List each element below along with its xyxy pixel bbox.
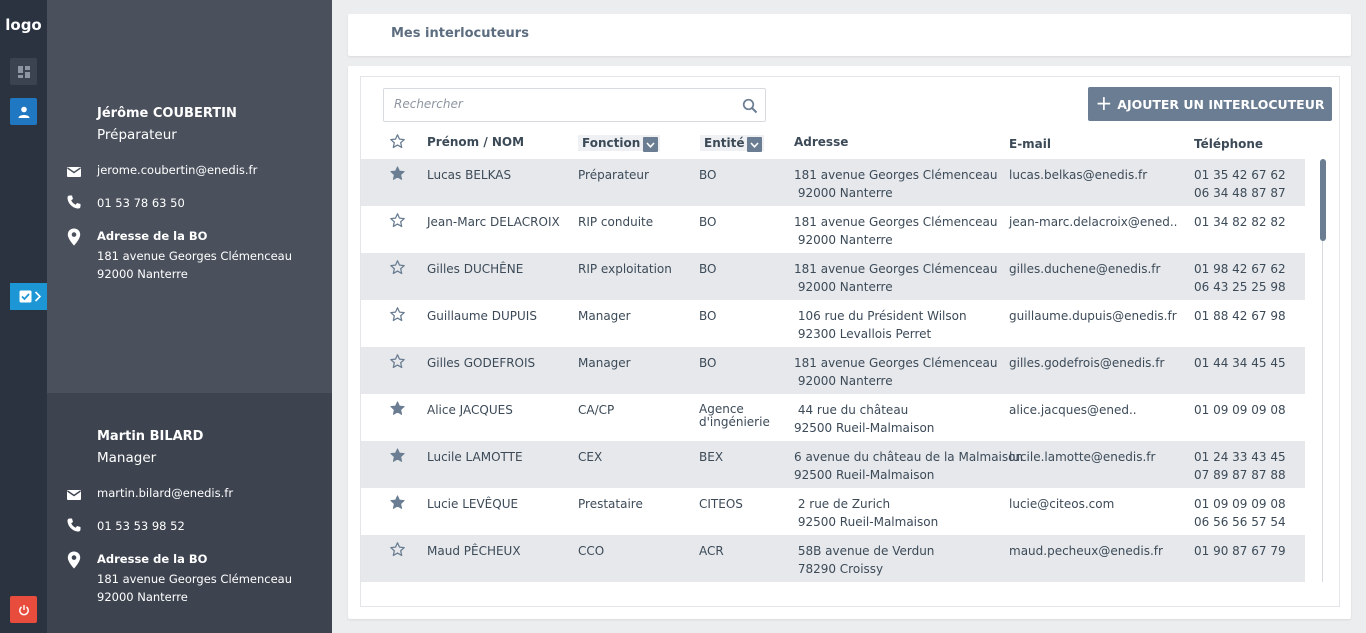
cell-name: Alice JACQUES (427, 403, 513, 417)
search-box (383, 88, 766, 122)
address-title: Adresse de la BO (97, 552, 208, 566)
contact-card (47, 0, 332, 393)
column-header-entity[interactable] (700, 135, 764, 151)
cell-name: Gilles GODEFROIS (427, 356, 536, 370)
cell-address (794, 260, 998, 296)
cell-entity: BO (699, 356, 717, 370)
address-line: 78290 Croissy (794, 562, 884, 576)
tasks-panel-toggle[interactable] (10, 283, 47, 310)
mail-icon (66, 487, 82, 503)
page-title: Mes interlocuteurs (391, 26, 529, 41)
cell-entity: BO (699, 262, 717, 276)
phone-number: 01 35 42 67 62 (1194, 168, 1286, 182)
column-header-entity-label: Entité (704, 136, 745, 150)
contact-name: Jérôme COUBERTIN (97, 106, 237, 121)
cell-email[interactable]: alice.jacques@ened.. (1009, 403, 1137, 417)
add-contact-label: AJOUTER UN INTERLOCUTEUR (1117, 96, 1325, 112)
phone-icon (66, 517, 82, 533)
contact-role: Préparateur (97, 127, 177, 143)
contacts-table-container (360, 76, 1340, 607)
address-line: 92000 Nanterre (97, 590, 188, 604)
address-line: 92000 Nanterre (794, 233, 893, 247)
cell-name: Lucie LEVÊQUE (427, 497, 519, 511)
cell-entity: ACR (699, 544, 724, 558)
search-icon[interactable] (742, 98, 758, 114)
phone-number: 01 09 09 09 08 (1194, 497, 1286, 511)
phone-number: 01 09 09 09 08 (1194, 403, 1286, 417)
address-line: 92000 Nanterre (794, 186, 893, 200)
cell-function: RIP conduite (578, 215, 654, 229)
cell-phone (1194, 401, 1286, 419)
cell-email[interactable]: maud.pecheux@enedis.fr (1009, 544, 1163, 558)
phone-number: 06 56 56 57 54 (1194, 515, 1286, 529)
cell-function: Manager (578, 356, 631, 370)
address-line: 92000 Nanterre (794, 280, 893, 294)
cell-entity: BO (699, 215, 717, 229)
person-icon (18, 106, 30, 118)
cell-email[interactable]: lucile.lamotte@enedis.fr (1009, 450, 1156, 464)
cell-name: Gilles DUCHÊNE (427, 262, 524, 276)
cell-phone (1194, 213, 1286, 231)
address-line: 92500 Rueil-Malmaison (794, 515, 939, 529)
cell-address (794, 448, 1023, 484)
checkbox-icon (19, 290, 32, 303)
cell-function: CCO (578, 544, 605, 558)
cell-entity: BEX (699, 450, 724, 464)
phone-number: 01 24 33 43 45 (1194, 450, 1286, 464)
address-line: 2 rue de Zurich (794, 497, 891, 511)
table-row[interactable] (361, 253, 1305, 300)
cell-function: CEX (578, 450, 603, 464)
logout-button[interactable] (10, 596, 37, 623)
dashboard-icon (18, 66, 30, 78)
search-input[interactable] (394, 97, 724, 111)
table-row[interactable] (361, 394, 1305, 441)
column-header-function[interactable] (578, 135, 660, 151)
cell-address (794, 166, 998, 202)
add-contact-button[interactable] (1088, 87, 1332, 121)
address-line: 181 avenue Georges Clémenceau (794, 356, 998, 370)
page-header (348, 14, 1351, 56)
contact-name: Martin BILARD (97, 429, 204, 444)
table-row[interactable] (361, 347, 1305, 394)
location-pin-icon (66, 551, 82, 569)
star-outline-icon[interactable] (389, 353, 406, 370)
contact-role: Manager (97, 450, 157, 466)
mail-icon (66, 164, 82, 180)
my-contacts-panel (47, 0, 332, 633)
address-line: 92500 Rueil-Malmaison (794, 468, 935, 482)
power-icon (18, 604, 30, 616)
cell-email[interactable]: jean-marc.delacroix@ened.. (1009, 215, 1178, 229)
phone-number: 01 98 42 67 62 (1194, 262, 1286, 276)
cell-email[interactable]: guillaume.dupuis@enedis.fr (1009, 309, 1177, 323)
cell-phone (1194, 495, 1286, 531)
table-row[interactable] (361, 535, 1305, 582)
address-title: Adresse de la BO (97, 229, 208, 243)
phone-number: 01 44 34 45 45 (1194, 356, 1286, 370)
address-line: 44 rue du château (794, 403, 909, 417)
contact-phone: 01 53 53 98 52 (97, 519, 185, 533)
table-row[interactable] (361, 206, 1305, 253)
cell-name: Maud PÊCHEUX (427, 544, 521, 558)
cell-phone (1194, 354, 1286, 372)
cell-function: Prestataire (578, 497, 643, 511)
scrollbar-thumb[interactable] (1320, 159, 1326, 241)
address-line: 92000 Nanterre (97, 267, 188, 281)
chevron-down-icon[interactable] (747, 137, 762, 152)
cell-phone (1194, 166, 1286, 202)
contacts-table-card (348, 66, 1351, 619)
left-rail (0, 0, 47, 633)
location-pin-icon (66, 228, 82, 246)
logo: logo (5, 16, 42, 34)
cell-phone (1194, 260, 1286, 296)
plus-icon: + (1095, 91, 1113, 115)
table-row[interactable] (361, 441, 1305, 488)
cell-phone (1194, 448, 1286, 484)
address-line: 58B avenue de Verdun (794, 544, 935, 558)
cell-address (794, 307, 967, 343)
phone-icon (66, 194, 82, 210)
address-line: 92500 Rueil-Malmaison (794, 421, 935, 435)
cell-phone (1194, 542, 1286, 560)
address-line: 181 avenue Georges Clémenceau (794, 168, 998, 182)
contact-email[interactable]: martin.bilard@enedis.fr (97, 486, 234, 500)
cell-address (794, 354, 998, 390)
chevron-right-icon (34, 291, 42, 302)
column-header-address[interactable]: Adresse (794, 135, 849, 149)
cell-email[interactable]: lucas.belkas@enedis.fr (1009, 168, 1148, 182)
address-line: 181 avenue Georges Clémenceau (794, 262, 998, 276)
cell-entity: CITEOS (699, 497, 743, 511)
cell-address (794, 542, 934, 578)
column-header-email[interactable]: E-mail (1009, 137, 1052, 151)
address-line: 106 rue du Président Wilson (794, 309, 967, 323)
address-line: 181 avenue Georges Clémenceau (97, 249, 293, 263)
phone-number: 01 88 42 67 98 (1194, 309, 1286, 323)
address-line: 92300 Levallois Perret (794, 327, 932, 341)
cell-email[interactable]: gilles.godefrois@enedis.fr (1009, 356, 1165, 370)
phone-number: 06 43 25 25 98 (1194, 280, 1286, 294)
star-outline-icon[interactable] (389, 541, 406, 558)
address-line: 181 avenue Georges Clémenceau (794, 215, 998, 229)
star-outline-icon[interactable] (389, 306, 406, 323)
cell-email[interactable]: lucie@citeos.com (1009, 497, 1115, 511)
address-line: 181 avenue Georges Clémenceau (97, 572, 293, 586)
cell-entity: BO (699, 309, 717, 323)
contact-phone: 01 53 78 63 50 (97, 196, 185, 210)
scrollbar-track (1322, 241, 1323, 582)
contact-card (47, 393, 332, 633)
table-scrollbar[interactable] (1320, 159, 1326, 582)
address-line: 92000 Nanterre (794, 374, 893, 388)
cell-function: RIP exploitation (578, 262, 672, 276)
star-outline-icon[interactable] (389, 212, 406, 229)
phone-number: 01 34 82 82 82 (1194, 215, 1286, 229)
star-filled-icon[interactable] (389, 165, 406, 182)
cell-entity: Agence d'ingénierie (699, 402, 770, 429)
star-outline-icon[interactable] (389, 259, 406, 276)
cell-entity: BO (699, 168, 717, 182)
cell-name: Lucas BELKAS (427, 168, 512, 182)
cell-function: Préparateur (578, 168, 649, 182)
table-row[interactable] (361, 488, 1305, 535)
cell-address (794, 495, 938, 531)
phone-number: 06 34 48 87 87 (1194, 186, 1286, 200)
column-header-phone[interactable]: Téléphone (1194, 137, 1264, 151)
address-line: 6 avenue du château de la Malmaison (794, 450, 1024, 464)
column-header-function-label: Fonction (582, 136, 641, 150)
cell-address (794, 213, 998, 249)
table-row[interactable] (361, 300, 1305, 347)
star-filled-icon[interactable] (389, 400, 406, 417)
cell-address (794, 401, 934, 437)
cell-function: CA/CP (578, 403, 615, 417)
phone-number: 07 89 87 87 88 (1194, 468, 1286, 482)
dashboard-nav-button[interactable] (10, 58, 37, 85)
phone-number: 01 90 87 67 79 (1194, 544, 1286, 558)
star-outline-icon[interactable] (389, 133, 406, 150)
star-filled-icon[interactable] (389, 494, 406, 511)
star-filled-icon[interactable] (389, 447, 406, 464)
chevron-down-icon[interactable] (643, 137, 658, 152)
cell-phone (1194, 307, 1286, 325)
contact-email[interactable]: jerome.coubertin@enedis.fr (97, 163, 258, 177)
column-header-name[interactable]: Prénom / NOM (427, 135, 525, 149)
cell-name: Guillaume DUPUIS (427, 309, 537, 323)
contacts-nav-button[interactable] (10, 98, 37, 125)
cell-function: Manager (578, 309, 631, 323)
cell-email[interactable]: gilles.duchene@enedis.fr (1009, 262, 1161, 276)
cell-name: Lucile LAMOTTE (427, 450, 523, 464)
cell-name: Jean-Marc DELACROIX (427, 215, 560, 229)
contacts-table-body (361, 159, 1305, 582)
table-row[interactable] (361, 159, 1305, 206)
